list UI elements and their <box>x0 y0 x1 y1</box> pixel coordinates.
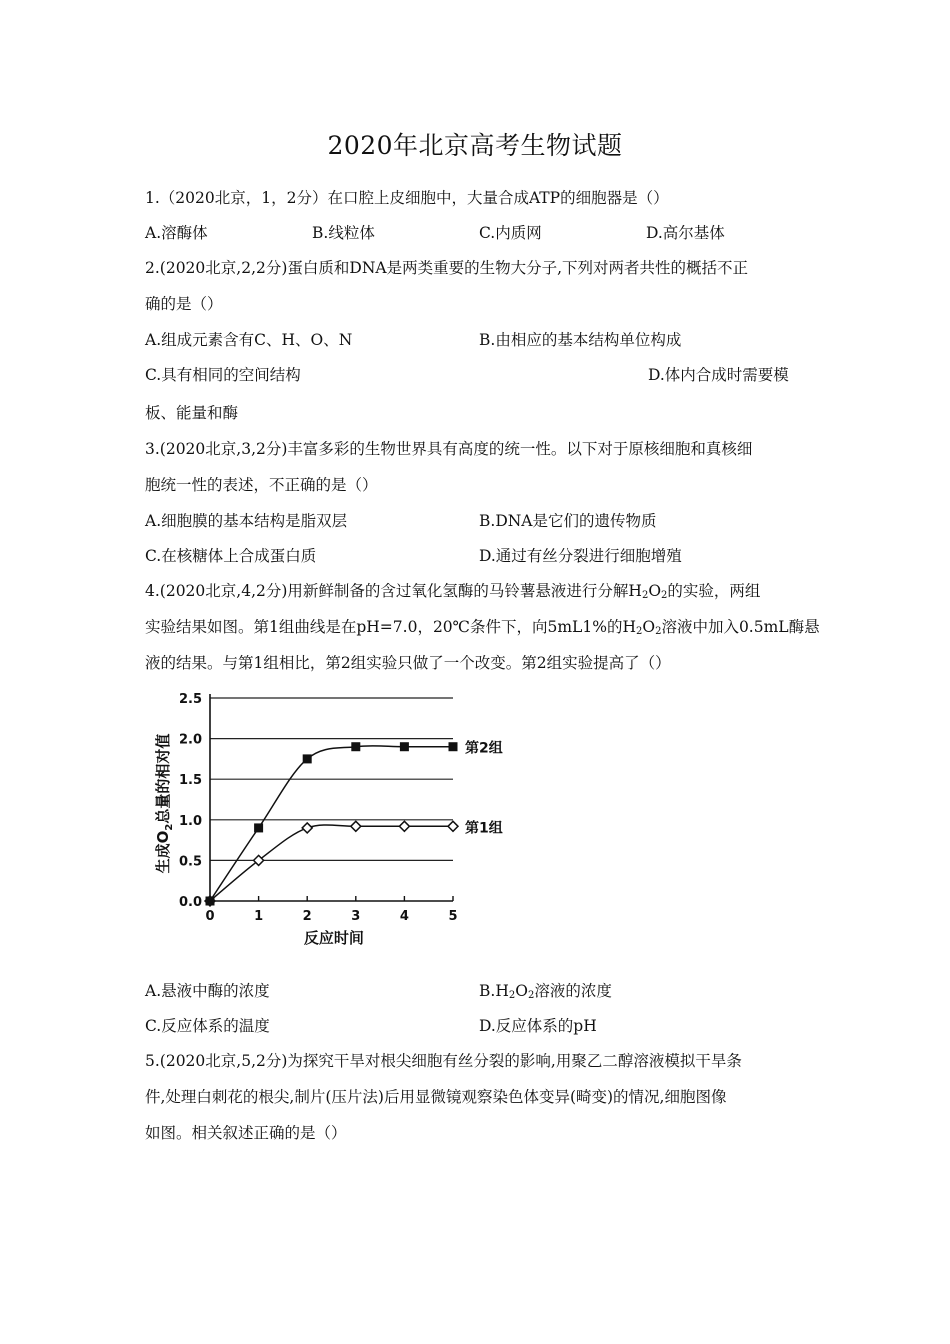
data-point <box>399 821 409 831</box>
q4-option-b: $B.H_2O_2$溶液的浓度 <box>479 982 612 1001</box>
page-title: 2020年北京高考生物试题 <box>327 131 623 160</box>
q2-option-b: B.由相应的基本结构单位构成 <box>479 331 682 349</box>
legend-label: 第2组 <box>465 740 503 757</box>
q4-stem-line2: 实验结果如图。第1组曲线是在pH=7.0，20℃条件下，向5mL1%的$H_2O_2$溶液中加入0.5mL酶悬 <box>145 618 820 637</box>
y-tick-label: 0.5 <box>178 854 202 870</box>
data-point <box>303 754 312 763</box>
data-point <box>254 823 263 832</box>
q1-option-d: D.高尔基体 <box>646 224 725 242</box>
q3-option-b: B.DNA是它们的遗传物质 <box>479 512 657 530</box>
q4-stem-line1: 4.(2020北京,4,2分)用新鲜制备的含过氧化氢酶的马铃薯悬液进行分解$H_2O_2$的实验，两组 <box>145 582 761 601</box>
q5-stem-line1: 5.(2020北京,5,2分)为探究干旱对根尖细胞有丝分裂的影响,用聚乙二醇溶液模拟干旱条 <box>145 1052 742 1070</box>
q1-stem: 1.（2020北京，1，2分）在口腔上皮细胞中，大量合成ATP的细胞器是（） <box>145 189 669 207</box>
q2-option-a: A.组成元素含有C、H、O、N <box>145 331 353 349</box>
y-tick-label: 1.5 <box>178 773 202 789</box>
y-tick-label: 2.5 <box>178 692 202 707</box>
series-line-2 <box>210 825 453 901</box>
q2-stem-line2: 确的是（） <box>145 295 223 313</box>
x-tick-label: 2 <box>302 909 312 924</box>
data-point <box>449 742 458 751</box>
data-point <box>448 821 458 831</box>
q3-option-a: A.细胞膜的基本结构是脂双层 <box>145 512 348 530</box>
x-tick-label: 0 <box>205 909 215 924</box>
q4-line-chart <box>148 684 528 954</box>
q1-option-a: A.溶酶体 <box>145 224 208 242</box>
q5-stem-line2: 件,处理白刺花的根尖,制片(压片法)后用显微镜观察染色体变异(畸变)的情况,细胞图像 <box>145 1088 727 1106</box>
q4-option-d: D.反应体系的pH <box>479 1017 597 1035</box>
q2-stem-line1: 2.(2020北京,2,2分)蛋白质和DNA是两类重要的生物大分子,下列对两者共性的概括不正 <box>145 259 749 277</box>
q3-option-c: C.在核糖体上合成蛋白质 <box>145 547 317 565</box>
x-tick-label: 5 <box>448 909 458 924</box>
q3-stem-line1: 3.(2020北京,3,2分)丰富多彩的生物世界具有高度的统一性。以下对于原核细胞和真核细 <box>145 440 753 458</box>
y-tick-label: 0.0 <box>178 895 202 910</box>
q5-stem-line3: 如图。相关叙述正确的是（） <box>145 1124 347 1142</box>
q1-option-c: C.内质网 <box>479 224 542 242</box>
q4-option-c: C.反应体系的温度 <box>145 1017 270 1035</box>
origin-point <box>206 897 214 905</box>
x-tick-label: 4 <box>399 909 409 924</box>
x-axis-label: 反应时间 <box>303 929 364 947</box>
q2-option-d-cont: 板、能量和酶 <box>145 404 239 422</box>
q4-stem-line3: 液的结果。与第1组相比，第2组实验只做了一个改变。第2组实验提高了（） <box>145 654 671 672</box>
q2-option-c: C.具有相同的空间结构 <box>145 366 301 384</box>
data-point <box>400 742 409 751</box>
y-axis-label: 生成$O_2$总量的相对值 <box>154 733 175 874</box>
y-tick-label: 2.0 <box>178 732 202 748</box>
legend-label: 第1组 <box>465 820 503 837</box>
q3-stem-line2: 胞统一性的表述，不正确的是（） <box>145 476 378 494</box>
q1-option-b: B.线粒体 <box>312 224 375 242</box>
data-point <box>302 823 312 833</box>
q3-option-d: D.通过有丝分裂进行细胞增殖 <box>479 547 682 565</box>
q2-option-d: D.体内合成时需要模 <box>648 366 789 384</box>
y-tick-label: 1.0 <box>178 813 202 829</box>
x-tick-label: 1 <box>254 909 264 924</box>
q4-option-a: A.悬液中酶的浓度 <box>145 982 270 1000</box>
x-tick-label: 3 <box>351 909 361 924</box>
data-point <box>351 821 361 831</box>
data-point <box>351 742 360 751</box>
series-line-1 <box>210 746 453 901</box>
